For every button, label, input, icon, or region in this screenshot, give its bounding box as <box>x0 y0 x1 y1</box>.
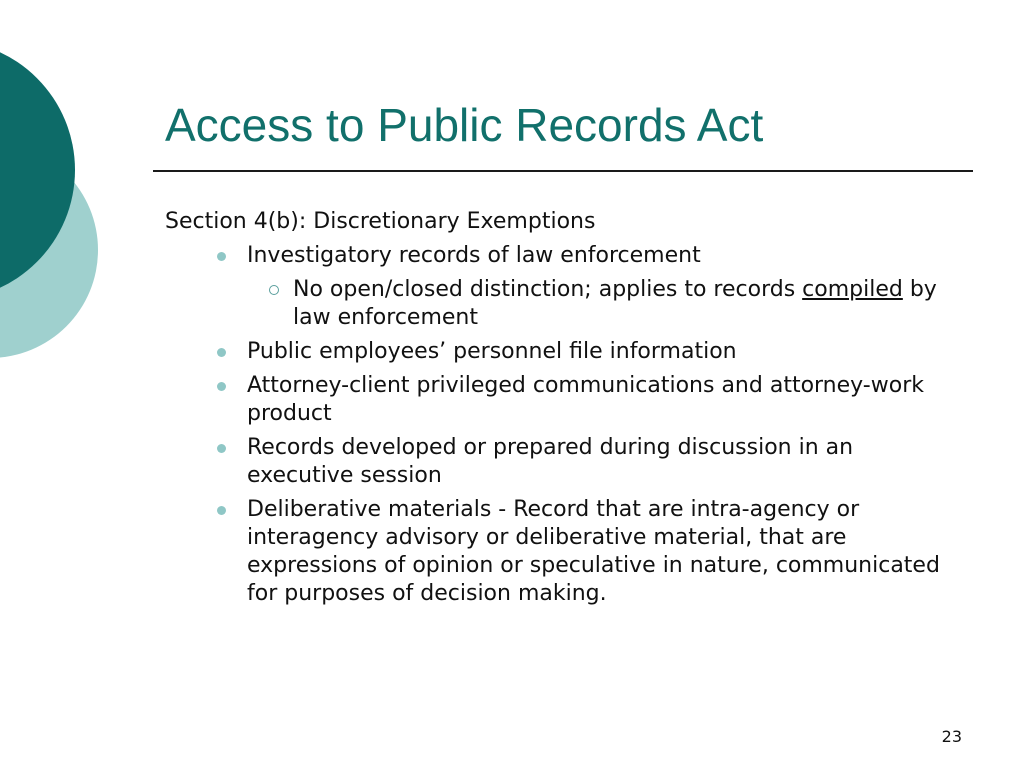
sub-bullet-underlined-word: compiled <box>802 277 903 302</box>
bullet-dot-icon <box>217 252 226 261</box>
section-heading: Section 4(b): Discretionary Exemptions <box>165 209 596 234</box>
bullet-text: Records developed or prepared during discussion in an executive session <box>247 435 854 488</box>
bullet-text: Attorney-client privileged communications and attorney-work product <box>247 373 924 426</box>
bullet-dot-icon <box>217 348 226 357</box>
bullet-item <box>247 338 965 366</box>
bullet-list <box>165 242 965 608</box>
bullet-item <box>247 434 965 490</box>
sub-bullet-ring-icon <box>269 285 279 295</box>
bullet-dot-icon <box>217 382 226 391</box>
bullet-item <box>247 242 965 332</box>
page-number: 23 <box>941 727 962 746</box>
bullet-item <box>247 372 965 428</box>
slide-body <box>165 208 965 614</box>
slide-title: Access to Public Records Act <box>165 99 764 151</box>
bullet-dot-icon <box>217 506 226 515</box>
sub-bullet-list <box>247 276 965 332</box>
bullet-dot-icon <box>217 444 226 453</box>
sub-bullet-text-part2: by law enforcement <box>293 277 937 330</box>
decorative-circles <box>0 0 110 410</box>
bullet-text: Investigatory records of law enforcement <box>247 243 701 268</box>
title-divider <box>153 170 973 172</box>
sub-bullet-text-part1: No open/closed distinction; applies to records <box>293 277 803 302</box>
bullet-item <box>247 496 965 608</box>
sub-bullet-item <box>293 276 965 332</box>
bullet-text: Deliberative materials - Record that are intra-agency or interagency advisory or deliberative material, that are expressions of opinion or speculative in nature, communicated for purposes of decision making. <box>247 497 940 606</box>
bullet-text: Public employees’ personnel file information <box>247 339 737 364</box>
